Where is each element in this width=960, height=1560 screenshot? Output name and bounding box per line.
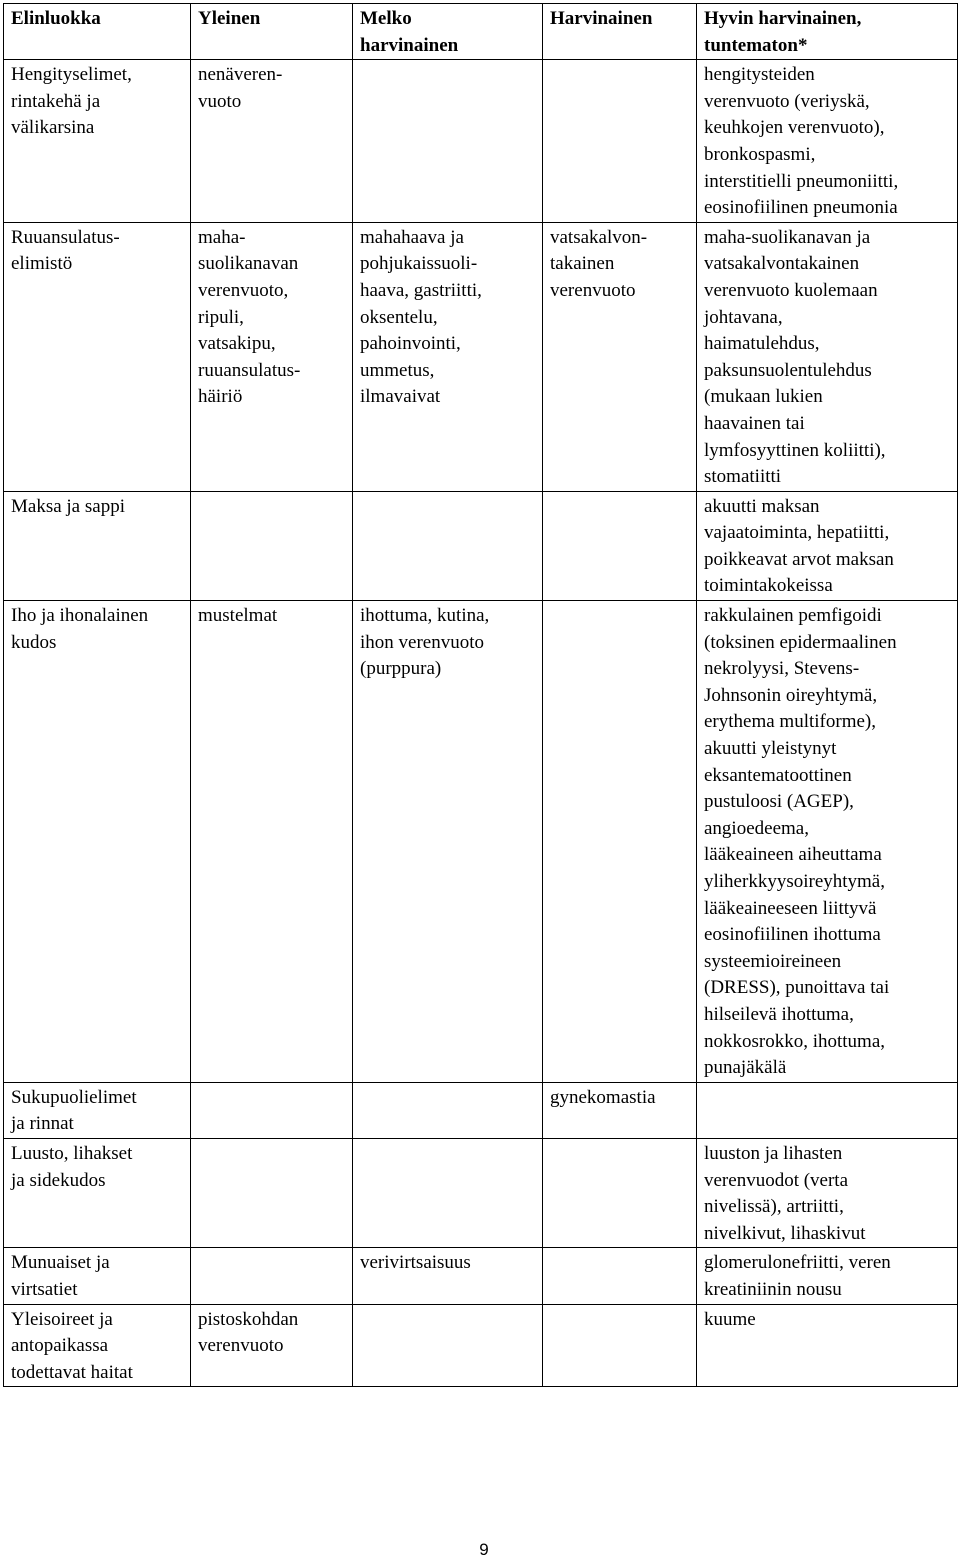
uncommon-cell: mahahaava ja pohjukaissuoli- haava, gastriitti, oksentelu, pahoinvointi, ummetus, ilmavaivat: [353, 222, 543, 491]
adverse-reactions-table: [3, 3, 958, 1387]
organ-class-cell: Maksa ja sappi: [4, 491, 191, 600]
organ-class-cell: Ruuansulatus- elimistö: [4, 222, 191, 491]
header-uncommon: Melko harvinainen: [353, 4, 543, 60]
table-row: [4, 1138, 958, 1247]
rare-cell: [543, 60, 697, 223]
common-cell: pistoskohdan verenvuoto: [191, 1304, 353, 1387]
uncommon-cell: [353, 491, 543, 600]
very-rare-cell: rakkulainen pemfigoidi (toksinen epidermaalinen nekrolyysi, Stevens- Johnsonin oireyhtymä, erythema multiforme), akuutti yleistynyt eksantematoottinen pustuloosi (AGEP), angioedeema, lääkeaineen aiheuttama yliherkkyysoireyhtymä, lääkeaineeseen liittyvä eosinofiilinen ihottuma systeemioireineen (DRESS), punoittava tai hilseilevä ihottuma, nokkosrokko, ihottuma, punajäkälä: [697, 601, 958, 1083]
organ-class-cell: Hengityselimet, rintakehä ja välikarsina: [4, 60, 191, 223]
rare-cell: [543, 1138, 697, 1247]
rare-cell: vatsakalvon- takainen verenvuoto: [543, 222, 697, 491]
common-cell: mustelmat: [191, 601, 353, 1083]
common-cell: maha- suolikanavan verenvuoto, ripuli, vatsakipu, ruuansulatus- häiriö: [191, 222, 353, 491]
common-cell: [191, 1138, 353, 1247]
very-rare-cell: akuutti maksan vajaatoiminta, hepatiitti, poikkeavat arvot maksan toimintakokeissa: [697, 491, 958, 600]
very-rare-cell: [697, 1082, 958, 1138]
table-row: [4, 491, 958, 600]
rare-cell: [543, 491, 697, 600]
header-rare: Harvinainen: [543, 4, 697, 60]
table-row: [4, 1304, 958, 1387]
uncommon-cell: [353, 60, 543, 223]
common-cell: [191, 1082, 353, 1138]
uncommon-cell: [353, 1082, 543, 1138]
header-common: Yleinen: [191, 4, 353, 60]
very-rare-cell: glomerulonefriitti, veren kreatiniinin nousu: [697, 1248, 958, 1304]
very-rare-cell: hengitysteiden verenvuoto (veriyskä, keuhkojen verenvuoto), bronkospasmi, interstitielli pneumoniitti, eosinofiilinen pneumonia: [697, 60, 958, 223]
header-very-rare: Hyvin harvinainen, tuntematon*: [697, 4, 958, 60]
uncommon-cell: [353, 1138, 543, 1247]
organ-class-cell: Iho ja ihonalainen kudos: [4, 601, 191, 1083]
uncommon-cell: verivirtsaisuus: [353, 1248, 543, 1304]
rare-cell: gynekomastia: [543, 1082, 697, 1138]
common-cell: nenäveren- vuoto: [191, 60, 353, 223]
common-cell: [191, 1248, 353, 1304]
uncommon-cell: ihottuma, kutina, ihon verenvuoto (purppura): [353, 601, 543, 1083]
page-number: 9: [479, 1540, 489, 1559]
table-row: [4, 60, 958, 223]
uncommon-cell: [353, 1304, 543, 1387]
very-rare-cell: maha-suolikanavan ja vatsakalvontakainen verenvuoto kuolemaan johtavana, haimatulehdus, paksunsuolentulehdus (mukaan lukien haavainen tai lymfosyyttinen koliitti), stomatiitti: [697, 222, 958, 491]
header-organ-class: Elinluokka: [4, 4, 191, 60]
common-cell: [191, 491, 353, 600]
header-row: [4, 4, 958, 60]
table-row: [4, 601, 958, 1083]
rare-cell: [543, 1304, 697, 1387]
table-row: [4, 1248, 958, 1304]
table-row: [4, 1082, 958, 1138]
rare-cell: [543, 1248, 697, 1304]
very-rare-cell: luuston ja lihasten verenvuodot (verta nivelissä), artriitti, nivelkivut, lihaskivut: [697, 1138, 958, 1247]
organ-class-cell: Sukupuolielimet ja rinnat: [4, 1082, 191, 1138]
very-rare-cell: kuume: [697, 1304, 958, 1387]
organ-class-cell: Munuaiset ja virtsatiet: [4, 1248, 191, 1304]
rare-cell: [543, 601, 697, 1083]
table-row: [4, 222, 958, 491]
organ-class-cell: Luusto, lihakset ja sidekudos: [4, 1138, 191, 1247]
organ-class-cell: Yleisoireet ja antopaikassa todettavat haitat: [4, 1304, 191, 1387]
